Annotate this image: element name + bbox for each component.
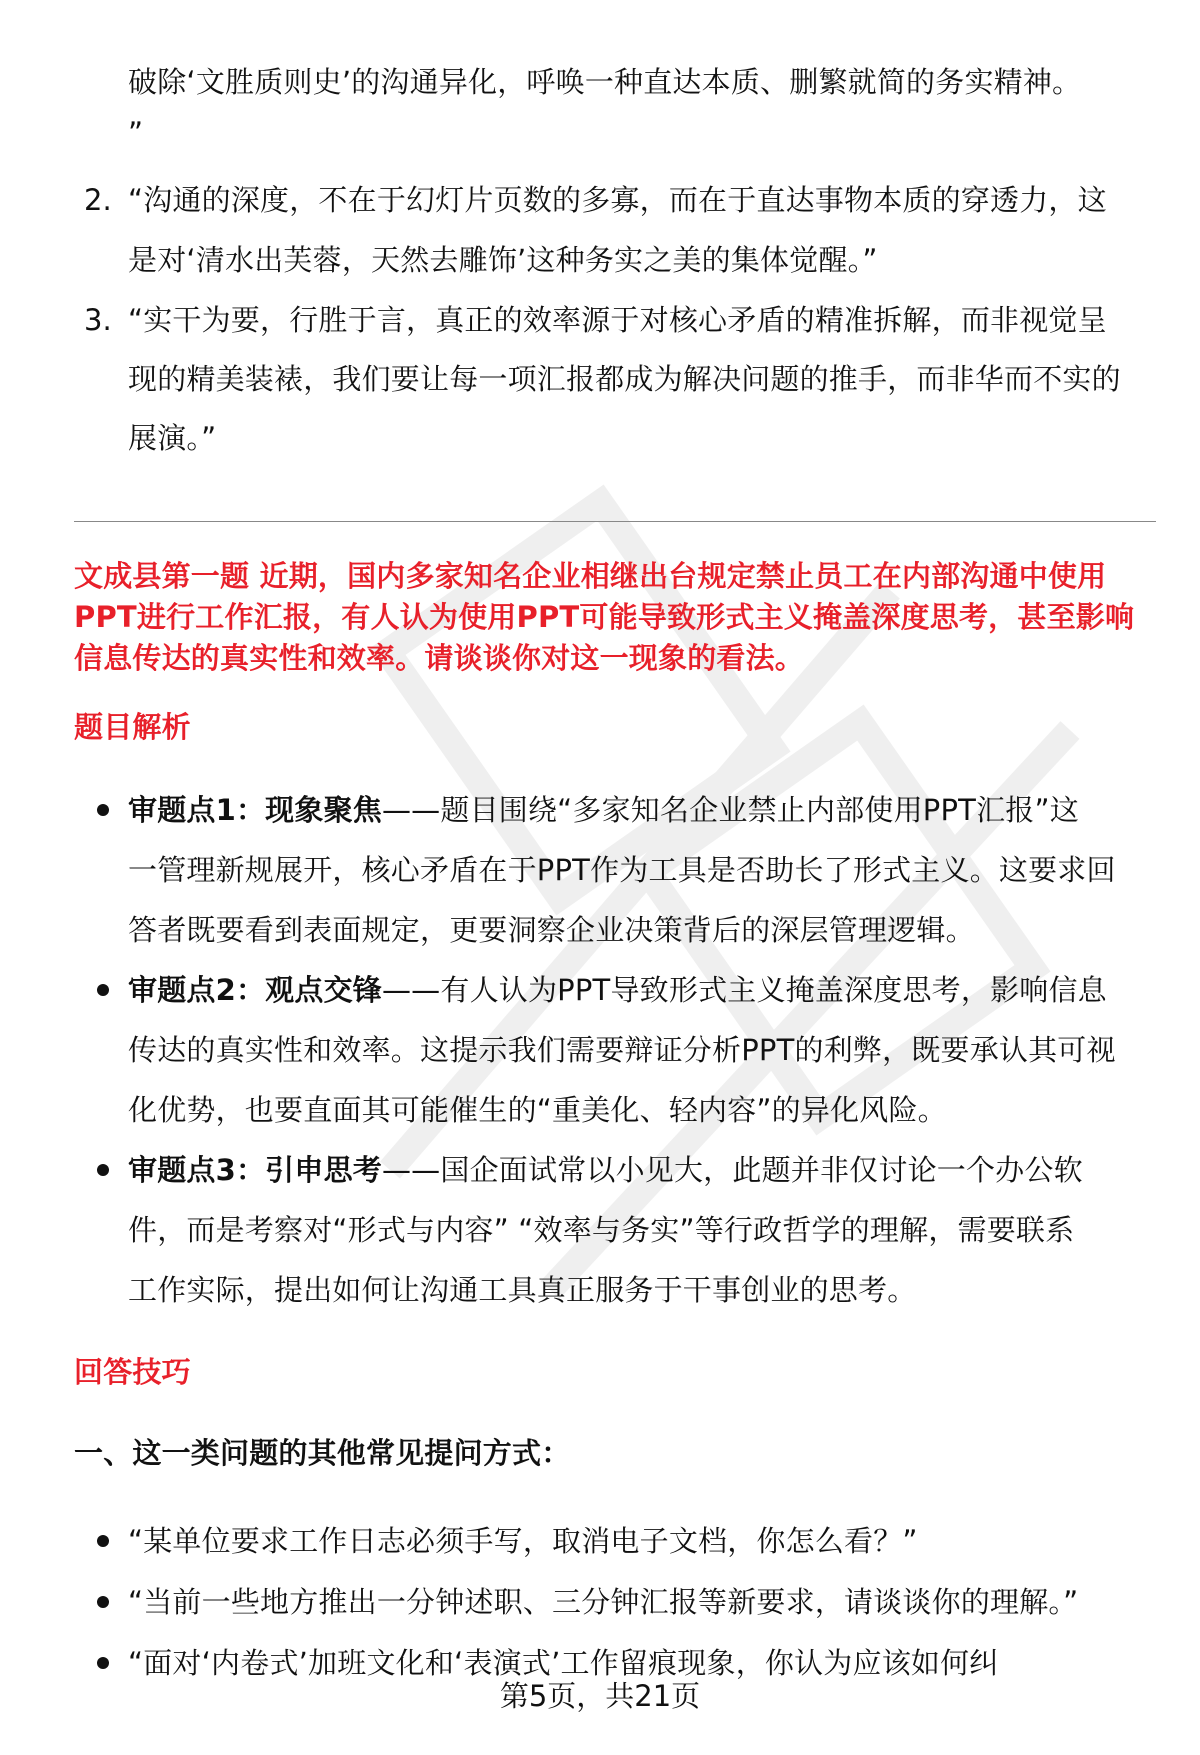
question-line: 信息传达的真实性和效率。请谈谈你对这一现象的看法。 bbox=[74, 641, 805, 675]
analysis-point-label: 审题点2：观点交锋 bbox=[128, 973, 382, 1007]
analysis-point-line: 答者既要看到表面规定，更要洞察企业决策背后的深层管理逻辑。 bbox=[128, 913, 975, 947]
analysis-point-label: 审题点1：现象聚焦 bbox=[128, 793, 382, 827]
analysis-heading: 题目解析 bbox=[74, 710, 191, 744]
item-number: 3. bbox=[84, 303, 112, 337]
analysis-point-text: ——题目围绕“多家知名企业禁止内部使用PPT汇报”这 bbox=[381, 793, 1079, 827]
analysis-point-text: ——有人认为PPT导致形式主义掩盖深度思考，影响信息 bbox=[381, 973, 1107, 1007]
analysis-point-text: ——国企面试常以小见大，此题并非仅讨论一个办公软 bbox=[381, 1153, 1083, 1187]
bullet-dot bbox=[97, 1535, 109, 1547]
continuation-line: 破除‘文胜质则史’的沟通异化，呼唤一种直达本质、删繁就简的务实精神。 bbox=[128, 65, 1082, 99]
continuation-quote: ” bbox=[128, 116, 144, 150]
question-line: PPT进行工作汇报，有人认为使用PPT可能导致形式主义掩盖深度思考，甚至影响 bbox=[74, 600, 1135, 634]
bullet-dot bbox=[97, 1657, 109, 1669]
question-line: 文成县第一题 近期，国内多家知名企业相继出台规定禁止员工在内部沟通中使用 bbox=[74, 559, 1107, 593]
item-line: 展演。” bbox=[128, 421, 217, 455]
other-question: “当前一些地方推出一分钟述职、三分钟汇报等新要求，请谈谈你的理解。” bbox=[128, 1585, 1079, 1619]
item-line: 现的精美装裱，我们要让每一项汇报都成为解决问题的推手，而非华而不实的 bbox=[128, 362, 1121, 396]
analysis-point-line: 件，而是考察对“形式与内容” “效率与务实”等行政哲学的理解，需要联系 bbox=[128, 1213, 1075, 1247]
section-divider bbox=[74, 521, 1156, 522]
bullet-dot bbox=[97, 804, 109, 816]
tips-heading: 回答技巧 bbox=[74, 1355, 191, 1389]
other-question: “面对‘内卷式’加班文化和‘表演式’工作留痕现象，你认为应该如何纠 bbox=[128, 1646, 999, 1680]
item-line: 是对‘清水出芙蓉，天然去雕饰’这种务实之美的集体觉醒。” bbox=[128, 243, 878, 277]
analysis-point-line: 工作实际，提出如何让沟通工具真正服务于干事创业的思考。 bbox=[128, 1273, 917, 1307]
analysis-point-label: 审题点3：引申思考 bbox=[128, 1153, 382, 1187]
item-number: 2. bbox=[84, 183, 112, 217]
analysis-point-line: 一管理新规展开，核心矛盾在于PPT作为工具是否助长了形式主义。这要求回 bbox=[128, 853, 1116, 887]
sub-heading: 一、这一类问题的其他常见提问方式： bbox=[74, 1436, 571, 1470]
analysis-point-line: 化优势，也要直面其可能催生的“重美化、轻内容”的异化风险。 bbox=[128, 1093, 947, 1127]
page-footer: 第5页，共21页 bbox=[499, 1679, 701, 1713]
analysis-point-line bbox=[128, 1150, 1083, 1190]
item-line: “沟通的深度，不在于幻灯片页数的多寡，而在于直达事物本质的穿透力，这 bbox=[128, 183, 1107, 217]
analysis-point-line bbox=[128, 970, 1107, 1010]
analysis-point-line: 传达的真实性和效率。这提示我们需要辩证分析PPT的利弊，既要承认其可视 bbox=[128, 1033, 1116, 1067]
item-line: “实干为要，行胜于言，真正的效率源于对核心矛盾的精准拆解，而非视觉呈 bbox=[128, 303, 1107, 337]
other-question: “某单位要求工作日志必须手写，取消电子文档，你怎么看？” bbox=[128, 1524, 918, 1558]
bullet-dot bbox=[97, 984, 109, 996]
analysis-point-line bbox=[128, 790, 1079, 830]
bullet-dot bbox=[97, 1164, 109, 1176]
bullet-dot bbox=[97, 1596, 109, 1608]
